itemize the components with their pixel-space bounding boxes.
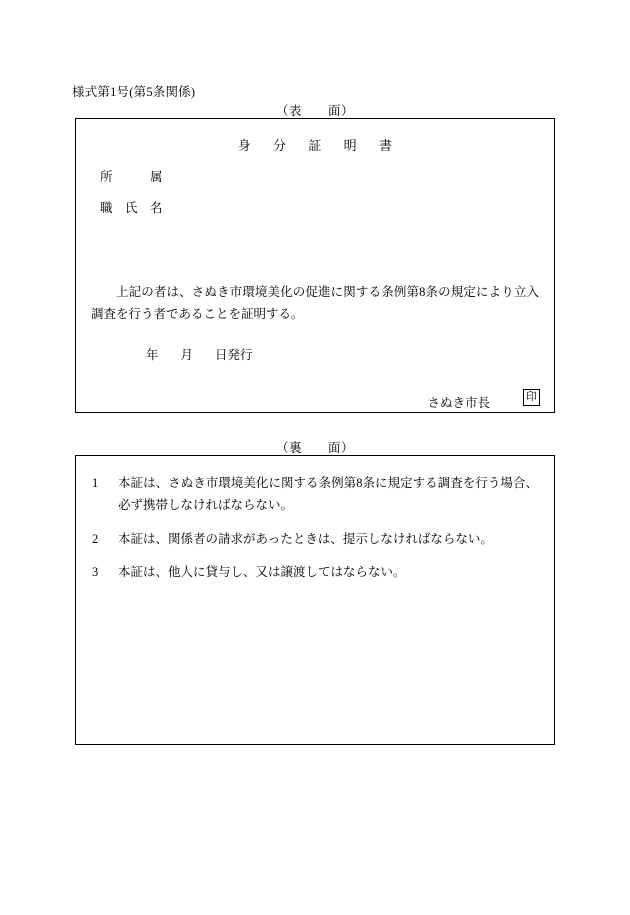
name-label: 職 氏 名 bbox=[100, 201, 163, 215]
form-number: 様式第1号(第5条関係) bbox=[72, 85, 196, 99]
front-side-label: （表 面） bbox=[275, 104, 354, 118]
certificate-title-char-5: 書 bbox=[378, 138, 393, 153]
list-item bbox=[92, 472, 538, 517]
certificate-back-card bbox=[75, 455, 555, 745]
certificate-title-char-1: 身 bbox=[237, 138, 252, 153]
issue-year-label: 年 bbox=[146, 348, 159, 362]
affiliation-label: 所 属 bbox=[100, 170, 163, 184]
notes-list bbox=[92, 472, 538, 594]
note-number: 3 bbox=[92, 564, 99, 579]
list-item bbox=[92, 561, 538, 583]
certificate-title-char-3: 証 bbox=[308, 138, 322, 153]
back-side-label: （裏 面） bbox=[275, 441, 354, 455]
certificate-front-card bbox=[75, 118, 555, 413]
note-text: 本証は、関係者の請求があったときは、提示しなければならない。 bbox=[118, 531, 493, 546]
issue-day-label: 日発行 bbox=[215, 348, 253, 362]
list-item bbox=[92, 528, 538, 550]
note-number: 1 bbox=[92, 476, 99, 490]
certificate-title-char-4: 明 bbox=[343, 138, 357, 153]
issue-date-line bbox=[146, 345, 253, 363]
note-text: 本証は、他人に貸与し、又は譲渡してはならない。 bbox=[118, 564, 406, 579]
certificate-title-char-2: 分 bbox=[273, 138, 287, 153]
certificate-body-text: 上記の者は、さぬき市環境美化の促進に関する条例第8条の規定により立入調査を行う者であることを証明する。 bbox=[91, 285, 539, 321]
certificate-title bbox=[76, 135, 554, 154]
issuer-name: さぬき市長 bbox=[427, 396, 490, 410]
issue-month-label: 月 bbox=[180, 348, 194, 362]
seal-icon: 印 bbox=[523, 389, 540, 406]
note-text: 本証は、さぬき市環境美化に関する条例第8条に規定する調査を行う場合、必ず携帯しなければならない。 bbox=[118, 476, 538, 513]
note-number: 2 bbox=[92, 531, 99, 546]
